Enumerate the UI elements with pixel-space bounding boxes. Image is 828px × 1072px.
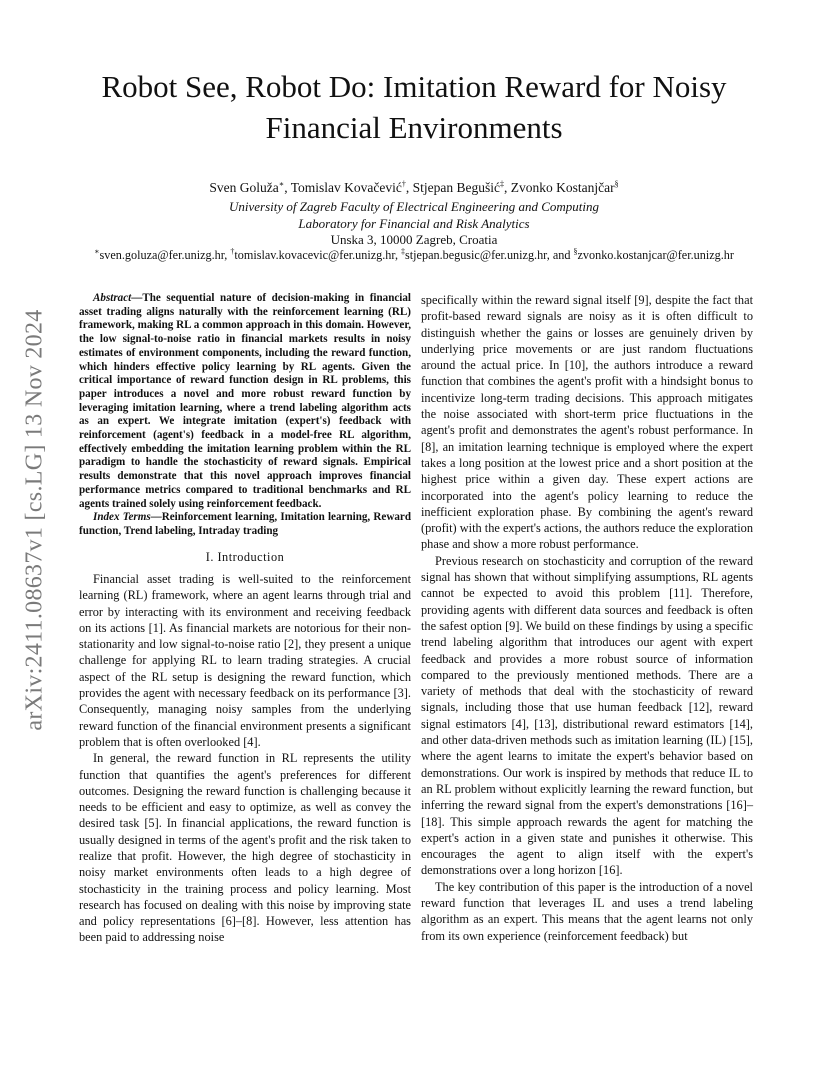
email-link[interactable]: tomislav.kovacevic@fer.unizg.hr, — [234, 248, 398, 262]
author-mark: ‡ — [499, 179, 504, 189]
email-mark: § — [573, 246, 578, 256]
author-mark: † — [401, 179, 406, 189]
author-name: Zvonko Kostanjčar — [510, 180, 615, 195]
body-paragraph: Financial asset trading is well-suited to the reinforcement learning (RL) framework, where an agent learns through trial and error by interacting with its environment and receiving feedback on its actions [1]. As financial markets are notorious for their non-stationarity and low signal-to-noise ratio [2], they present a unique challenge for applying RL to learn trading strategies. A crucial aspect of the RL setup is designing the reward function, which provides the agent with necessary feedback on its performance [3]. Consequently, managing noisy samples from the underlying reward function of the financial environment presents a significant problem that is often overlooked [4]. — [79, 571, 411, 749]
arxiv-id: arXiv:2411.08637v1 [cs.LG] 13 Nov 2024 — [21, 309, 48, 731]
body-paragraph: In general, the reward function in RL represents the utility function that quantifies the agent's preferences for different outcomes. Designing the reward function is challenging because it needs to be efficient and easy to optimize, as well as convey the desired task [5]. In financial applications, the reward function is usually designed in terms of the agent's profit and the risk taken to realize that profit. However, the high degree of stochasticity in noisy market environments often leads to a high degree of stochasticity in the training process and policy learning. Most research has focused on dealing with this noise by improving state and policy representations [6]–[8]. However, less attention has been paid to addressing noise — [79, 751, 411, 945]
body-paragraph: The key contribution of this paper is the introduction of a novel reward function that leverages IL and uses a trend labeling algorithm as an expert. This means that the agent learns not only from its own experience (reinforcement feedback) but — [421, 879, 753, 943]
body-paragraph: specifically within the reward signal itself [9], despite the fact that profit-based reward signals are noisy as it is often difficult to distinguish whether the gains or losses are genuinely driven by underlying price movements or are just random fluctuations around the actual price. In [10], the authors introduce a reward function that combines the agent's profit with a hindsight bonus to incentivize long-term trading decisions. This approach mitigates the noise associated with short-term price fluctuations in the agent's profit and demonstrates the agent's robust performance. In [8], an imitation learning technique is employed where the expert takes a long position at the lowest price and a short position at the highest price within a given day. These expert actions are incorporated into the agent's policy learning to reduce the inefficient exploration phase. By combining the agent's reward (profit) with the expert's actions, the authors reduce the exploration phase and show a more robust performance. — [421, 293, 753, 552]
paper-title: Robot See, Robot Do: Imitation Reward for Noisy Financial Environments — [101, 69, 727, 145]
index-terms-text: —Reinforcement learning, Imitation learning, Reward function, Trend labeling, Intraday trading — [79, 511, 411, 537]
right-column — [421, 292, 753, 944]
abstract-text: —The sequential nature of decision-making in financial asset trading aligns naturally with the reinforcement learning (RL) framework, making RL a common approach in this domain. However, the low signal-to-noise ratio in financial markets results in noisy estimates of environment components, including the reward function, which hinders effective policy learning by RL agents. Given the critical importance of reward function design in RL problems, this paper introduces a novel and more robust reward function by leveraging imitation learning, where a trend labeling algorithm acts as an expert. We integrate imitation (expert's) feedback with reinforcement (agent's) feedback in a model-free RL algorithm, effectively embedding the imitation learning problem within the RL paradigm to handle the stochasticity of reward signals. Empirical results demonstrate that this novel approach improves financial performance metrics compared to traditional benchmarks and RL agents trained solely using reinforcement feedback. — [79, 292, 411, 510]
author-list: Sven Goluža∗, Tomislav Kovačević†, Stjepan Begušić‡, Zvonko Kostanjčar§ — [209, 179, 619, 195]
author-name: Stjepan Begušić — [412, 180, 500, 195]
email-link[interactable]: sven.goluza@fer.unizg.hr, — [99, 248, 228, 262]
abstract — [79, 292, 411, 511]
author-name: Tomislav Kovačević — [290, 180, 402, 195]
arxiv-sidebar-stamp — [10, 280, 60, 760]
author-mark: § — [614, 179, 619, 189]
email-mark: ‡ — [401, 246, 406, 256]
email-link[interactable]: stjepan.begusic@fer.unizg.hr, and — [405, 248, 571, 262]
section-heading-introduction: I. Introduction — [205, 549, 285, 564]
affiliation-university: University of Zagreb Faculty of Electrical Engineering and Computing — [229, 199, 599, 214]
email-mark: ∗ — [94, 246, 100, 256]
body-paragraph: Previous research on stochasticity and corruption of the reward signal has shown that without simplifying assumptions, RL agents cannot be expected to avoid this problem [11]. Therefore, providing agents with different data sources and feedback is often the safest option [9]. We build on these findings by using a specific trend labeling algorithm that introduces our agent with expert feedback and provides a more robust source of information compared to the previously mentioned methods. There are a variety of methods that deal with the stochasticity of reward signals, including those that use human feedback [12], reward signal estimators [4], [13], distributional reward estimators [14], and other data-driven methods such as imitation learning (IL) [15], where the agent learns to imitate the expert's behavior based on demonstrations. Our work is inspired by methods that reduce IL to an RL problem without explicitly learning the reward function, but inferring the reward signal from the expert's demonstrations [16]–[18]. This simple approach rewards the agent for matching the expert's action in a given state and punishes it otherwise. This encourages the agent to align itself with the expert's demonstrations over a long horizon [16]. — [421, 553, 753, 878]
index-terms-label: Index Terms — [93, 511, 151, 524]
affiliation-lab: Laboratory for Financial and Risk Analytics — [298, 216, 530, 231]
author-name: Sven Goluža — [209, 180, 279, 195]
email-link[interactable]: zvonko.kostanjcar@fer.unizg.hr — [577, 248, 734, 262]
email-mark: † — [230, 246, 235, 256]
author-mark: ∗ — [278, 179, 285, 189]
affiliation-address: Unska 3, 10000 Zagreb, Croatia — [330, 232, 498, 247]
left-column — [79, 292, 411, 946]
author-emails — [20, 248, 808, 263]
abstract-label: Abstract — [93, 292, 132, 304]
index-terms — [79, 511, 411, 538]
